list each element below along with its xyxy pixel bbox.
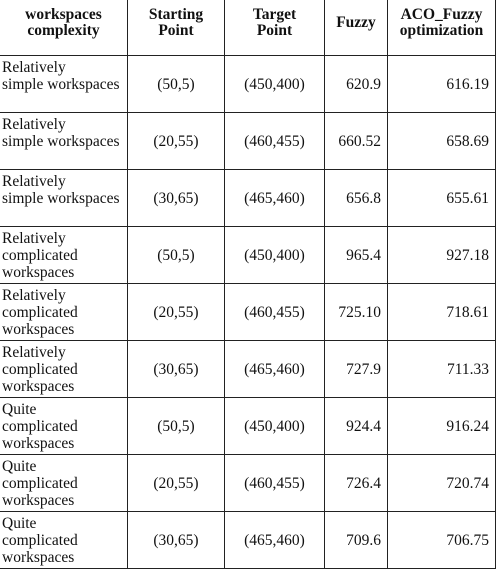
cell-fuzzy: 709.6 <box>325 512 388 569</box>
cell-fuzzy: 725.10 <box>325 284 388 341</box>
cell-target-point: (450,400) <box>225 398 325 455</box>
cell-fuzzy: 656.8 <box>325 170 388 227</box>
cell-complexity: Relatively simple workspaces <box>0 170 128 227</box>
cell-aco-fuzzy: 718.61 <box>388 284 496 341</box>
table-row <box>0 512 496 569</box>
header-target-point: Target Point <box>225 0 325 56</box>
cell-target-point: (465,460) <box>225 512 325 569</box>
table-row <box>0 113 496 170</box>
cell-target-point: (465,460) <box>225 170 325 227</box>
header-fuzzy: Fuzzy <box>325 0 388 56</box>
cell-starting-point: (50,5) <box>128 227 225 284</box>
cell-aco-fuzzy: 616.19 <box>388 56 496 113</box>
table-row <box>0 170 496 227</box>
cell-fuzzy: 620.9 <box>325 56 388 113</box>
cell-target-point: (450,400) <box>225 227 325 284</box>
cell-fuzzy: 924.4 <box>325 398 388 455</box>
cell-complexity: Quite complicated workspaces <box>0 455 128 512</box>
cell-target-point: (460,455) <box>225 455 325 512</box>
cell-starting-point: (30,65) <box>128 170 225 227</box>
header-row <box>0 0 496 56</box>
table-row <box>0 455 496 512</box>
table-row <box>0 341 496 398</box>
cell-fuzzy: 727.9 <box>325 341 388 398</box>
table-row <box>0 227 496 284</box>
cell-complexity: Relatively complicated workspaces <box>0 284 128 341</box>
cell-starting-point: (30,65) <box>128 512 225 569</box>
table-row <box>0 284 496 341</box>
cell-aco-fuzzy: 916.24 <box>388 398 496 455</box>
cell-aco-fuzzy: 720.74 <box>388 455 496 512</box>
cell-starting-point: (50,5) <box>128 56 225 113</box>
cell-complexity: Quite complicated workspaces <box>0 512 128 569</box>
cell-aco-fuzzy: 658.69 <box>388 113 496 170</box>
cell-complexity: Quite complicated workspaces <box>0 398 128 455</box>
cell-target-point: (450,400) <box>225 56 325 113</box>
cell-starting-point: (50,5) <box>128 398 225 455</box>
cell-complexity: Relatively simple workspaces <box>0 113 128 170</box>
cell-complexity: Relatively simple workspaces <box>0 56 128 113</box>
cell-complexity: Relatively complicated workspaces <box>0 341 128 398</box>
cell-complexity: Relatively complicated workspaces <box>0 227 128 284</box>
cell-aco-fuzzy: 655.61 <box>388 170 496 227</box>
cell-aco-fuzzy: 927.18 <box>388 227 496 284</box>
header-workspaces-complexity: workspaces complexity <box>0 0 128 56</box>
cell-starting-point: (20,55) <box>128 284 225 341</box>
cell-starting-point: (20,55) <box>128 455 225 512</box>
cell-target-point: (465,460) <box>225 341 325 398</box>
header-aco-fuzzy-optimization: ACO_Fuzzy optimization <box>388 0 496 56</box>
cell-starting-point: (20,55) <box>128 113 225 170</box>
cell-target-point: (460,455) <box>225 113 325 170</box>
table-row <box>0 398 496 455</box>
cell-fuzzy: 965.4 <box>325 227 388 284</box>
table-row <box>0 56 496 113</box>
cell-starting-point: (30,65) <box>128 341 225 398</box>
cell-aco-fuzzy: 706.75 <box>388 512 496 569</box>
cell-fuzzy: 726.4 <box>325 455 388 512</box>
header-starting-point: Starting Point <box>128 0 225 56</box>
cell-target-point: (460,455) <box>225 284 325 341</box>
cell-aco-fuzzy: 711.33 <box>388 341 496 398</box>
cell-fuzzy: 660.52 <box>325 113 388 170</box>
